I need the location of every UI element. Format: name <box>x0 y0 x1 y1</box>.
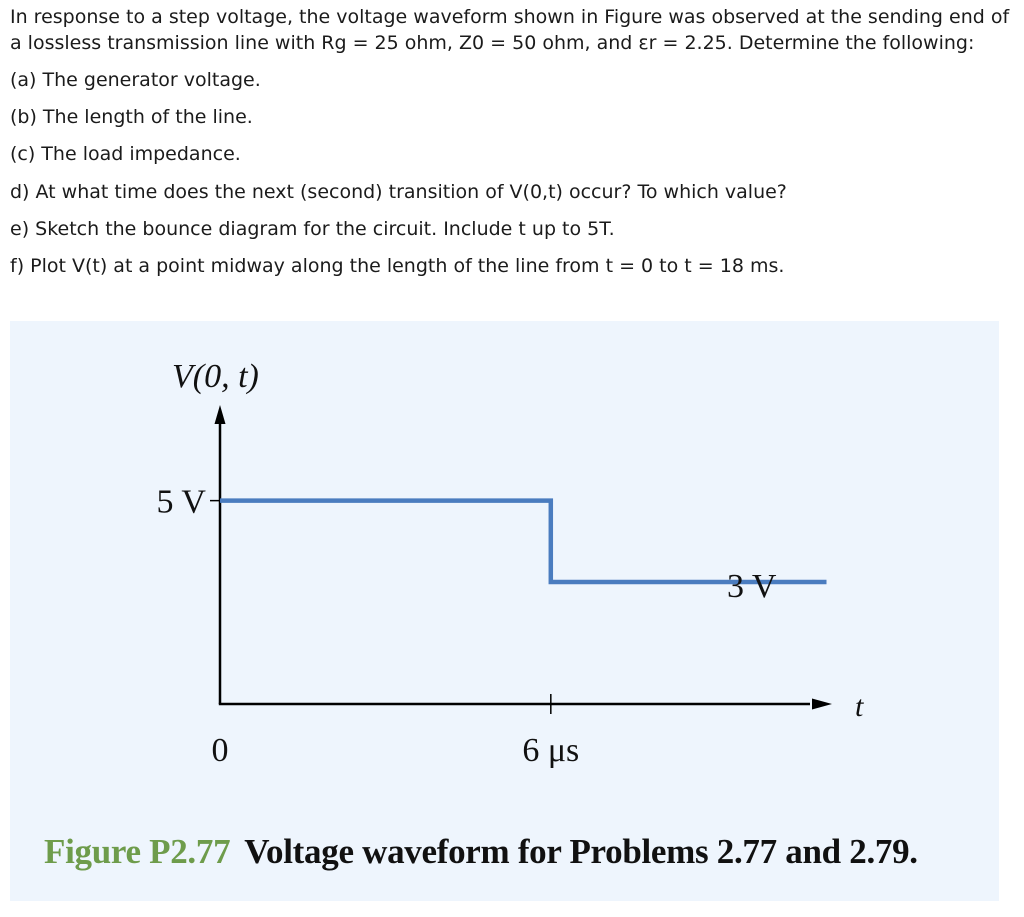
waveform-chart <box>10 321 999 901</box>
waveform-figure <box>10 321 999 901</box>
question-a: (a) The generator voltage. <box>10 69 261 91</box>
question-c: (c) The load impedance. <box>10 143 241 166</box>
y-axis-label: V(0, t) <box>172 358 259 395</box>
x-tick-label-6us: 6 μs <box>522 732 580 769</box>
problem-statement <box>10 4 1010 290</box>
question-e: e) Sketch the bounce diagram for the circuit. Include t up to 5T. <box>10 217 615 240</box>
level-label-3v: 3 V <box>727 568 777 605</box>
question-f: f) Plot V(t) at a point midway along the length of the line from t = 0 to t = 18 ms. <box>10 254 785 277</box>
x-tick-label-0: 0 <box>211 732 229 769</box>
question-b: (b) The length of the line. <box>10 106 253 129</box>
question-d: d) At what time does the next (second) transition of V(0,t) occur? To which value? <box>10 180 787 203</box>
y-tick-label: 5 V <box>156 483 206 521</box>
x-axis-label: t <box>855 690 864 723</box>
problem-intro: In response to a step voltage, the voltage waveform shown in Figure was observed at the sending end of a lossless transmission line with Rg = 25 ohm, Z0 = 50 ohm, and εr = 2.25. Determine the following: <box>10 6 1010 54</box>
figure-caption-label: Figure P2.77 <box>44 832 231 871</box>
figure-caption-text: Voltage waveform for Problems 2.77 and 2.79. <box>244 832 918 871</box>
figure-caption <box>44 832 918 872</box>
x-axis-arrow <box>812 699 832 710</box>
y-axis-arrow <box>215 405 226 424</box>
